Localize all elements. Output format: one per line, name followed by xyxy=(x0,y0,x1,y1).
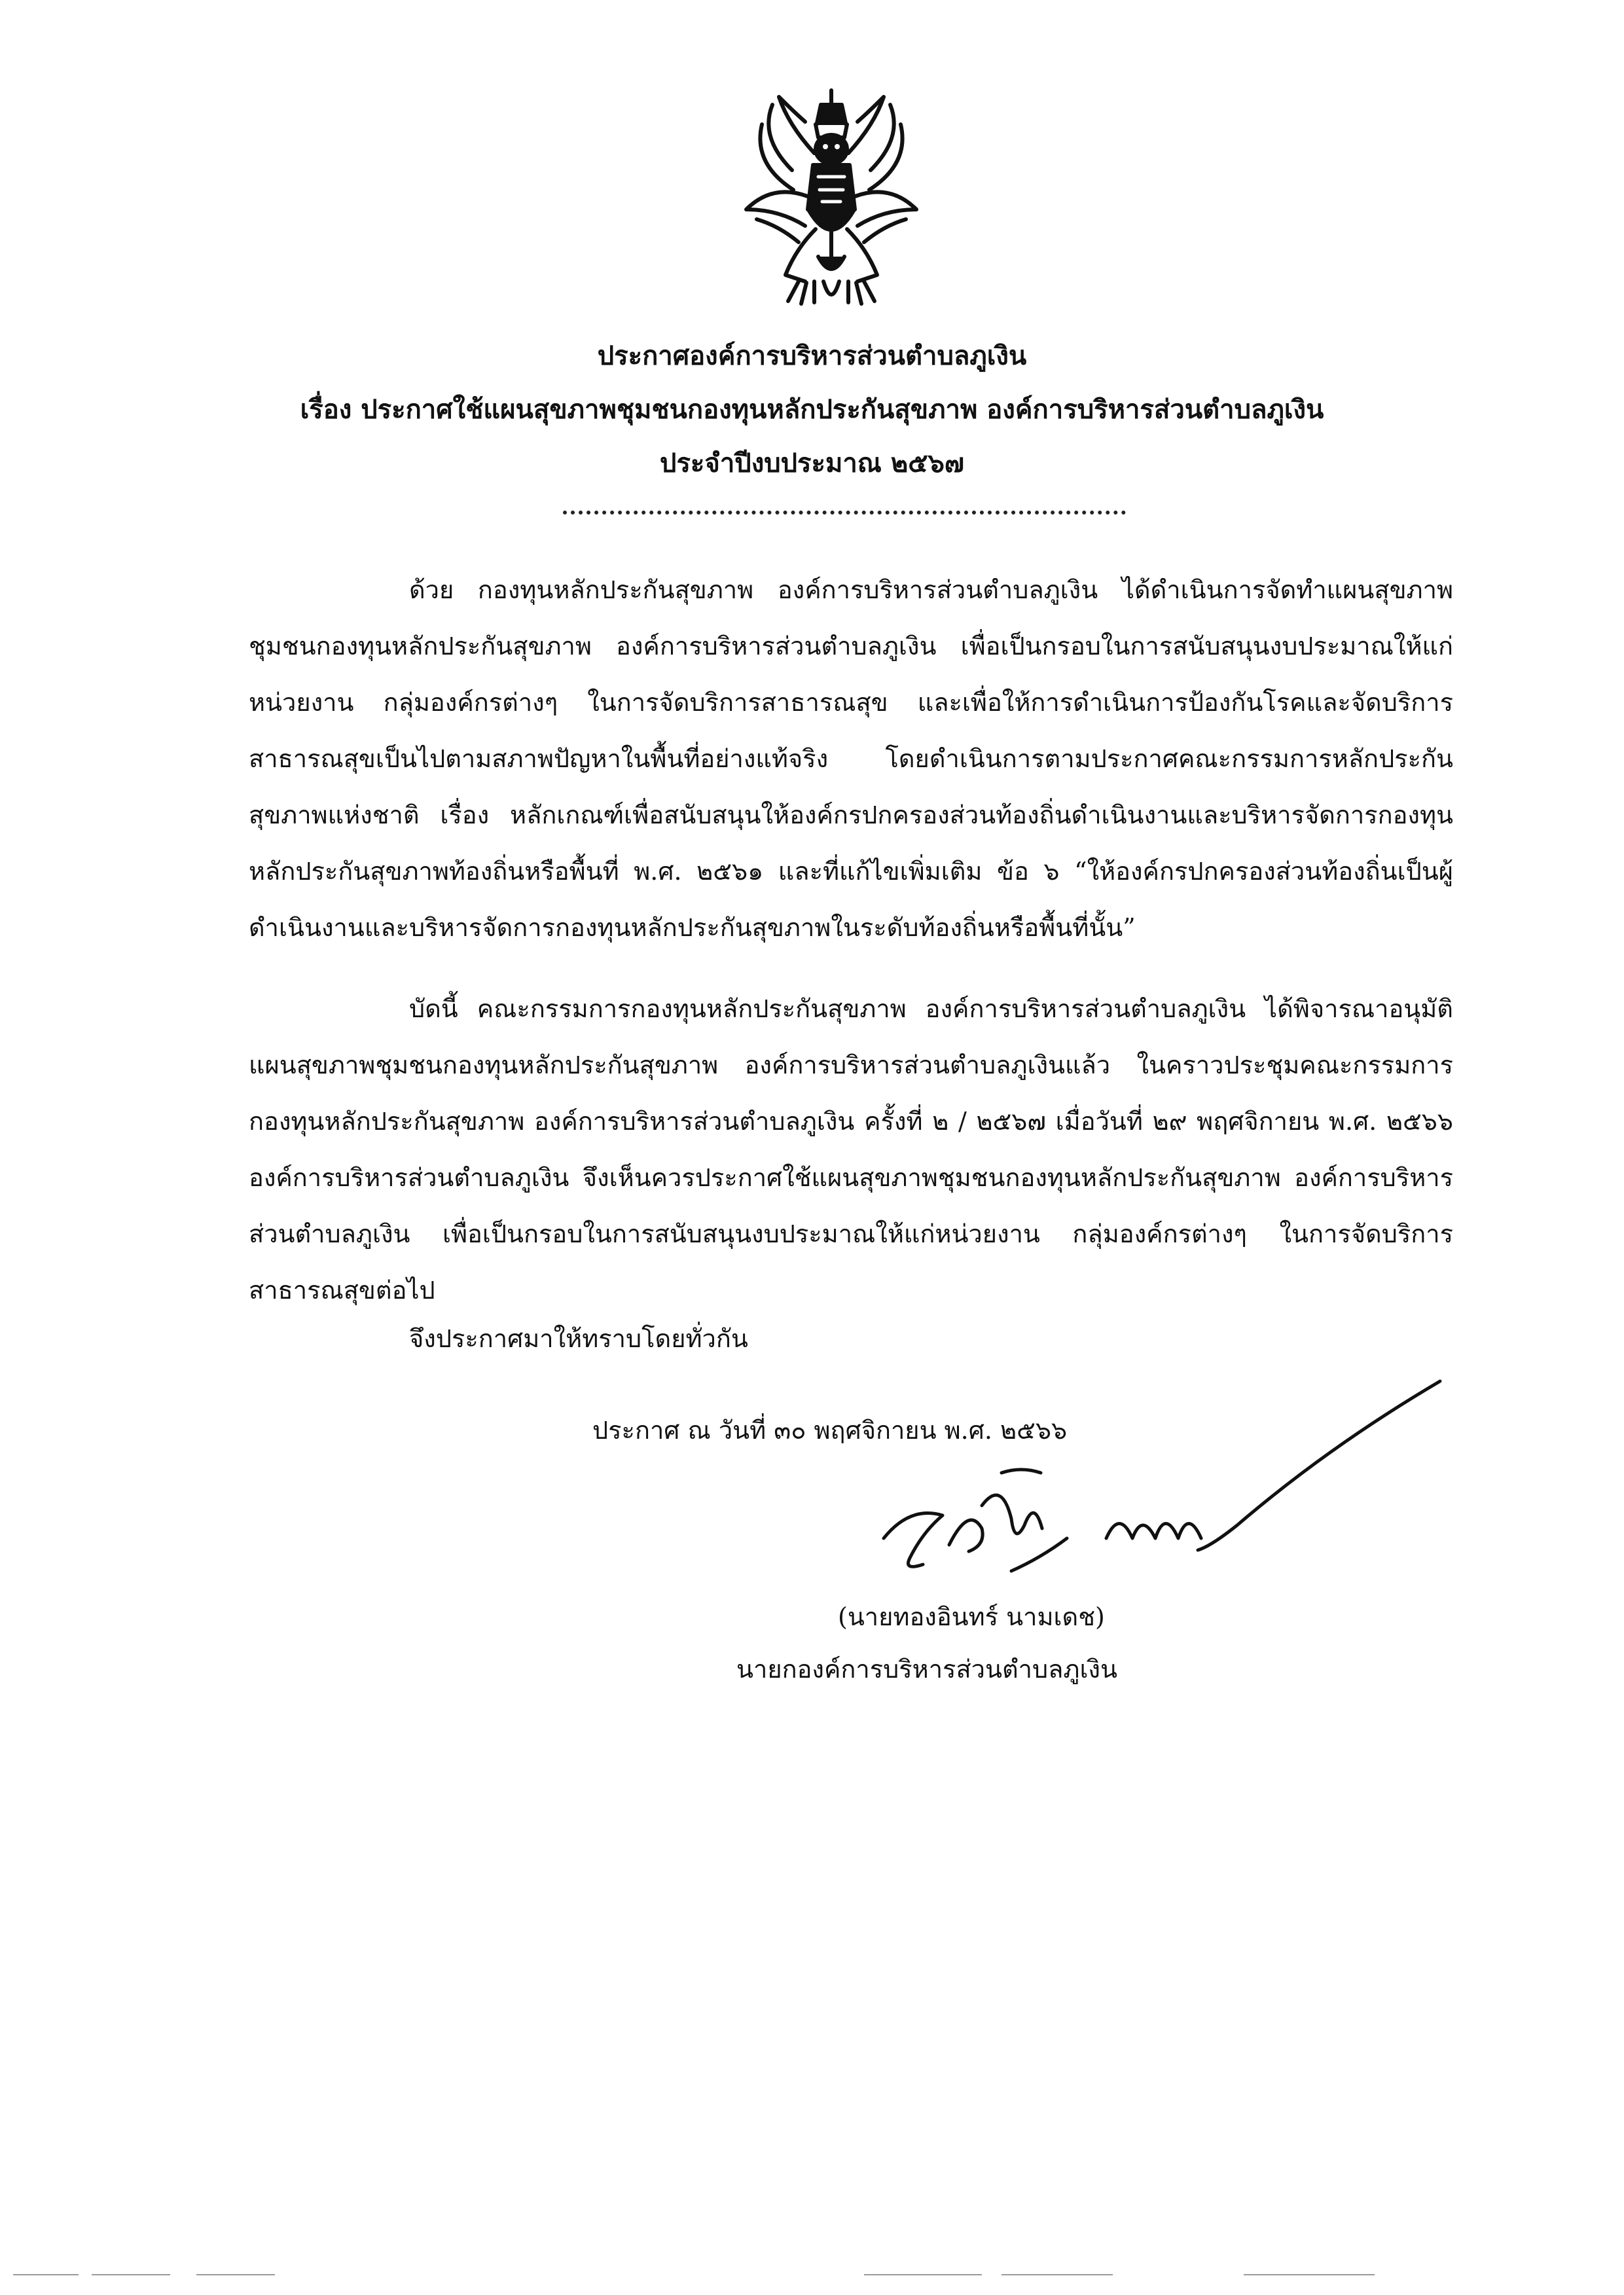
body-paragraph-2: บัดนี้ คณะกรรมการกองทุนหลักประกันสุขภาพ องค์การบริหารส่วนตำบลภูเงิน ได้พิจารณาอนุมัติแผนสุขภาพชุมชนกองทุนหลักประกันสุขภาพ องค์การบริหารส่วนตำบลภูเงินแล้ว ในคราวประชุมคณะกรรมการกองทุนหลักประกันสุขภาพ องค์การบริหารส่วนตำบลภูเงิน ครั้งที่ ๒ / ๒๕๖๗ เมื่อวันที่ ๒๙ พฤศจิกายน พ.ศ. ๒๕๖๖ องค์การบริหารส่วนตำบลภูเงิน จึงเห็นควรประกาศใช้แผนสุขภาพชุมชนกองทุนหลักประกันสุขภาพ องค์การบริหารส่วนตำบลภูเงิน เพื่อเป็นกรอบในการสนับสนุนงบประมาณให้แก่หน่วยงาน กลุ่มองค์กรต่างๆ ในการจัดบริการสาธารณสุขต่อไป xyxy=(249,994,1453,1305)
announcement-title: ประกาศองค์การบริหารส่วนตำบลภูเงิน xyxy=(597,340,1027,371)
body-paragraph-1: ด้วย กองทุนหลักประกันสุขภาพ องค์การบริหารส่วนตำบลภูเงิน ได้ดำเนินการจัดทำแผนสุขภาพชุมชนกองทุนหลักประกันสุขภาพ องค์การบริหารส่วนตำบลภูเงิน เพื่อเป็นกรอบในการสนับสนุนงบประมาณให้แก่หน่วยงาน กลุ่มองค์กรต่างๆ ในการจัดบริการสาธารณสุข และเพื่อให้การดำเนินการป้องกันโรคและจัดบริการสาธารณสุขเป็นไปตามสภาพปัญหาในพื้นที่อย่างแท้จริง โดยดำเนินการตามประกาศคณะกรรมการหลักประกันสุขภาพแห่งชาติ เรื่อง หลักเกณฑ์เพื่อสนับสนุนให้องค์กรปกครองส่วนท้องถิ่นดำเนินงานและบริหารจัดการกองทุนหลักประกันสุขภาพท้องถิ่นหรือพื้นที่ พ.ศ. ๒๕๖๑ และที่แก้ไขเพิ่มเติม ข้อ ๖ “ให้องค์กรปกครองส่วนท้องถิ่นเป็นผู้ดำเนินงานและบริหารจัดการกองทุนหลักประกันสุขภาพในระดับท้องถิ่นหรือพื้นที่นั้น” xyxy=(249,575,1453,942)
closing-statement: จึงประกาศมาให้ทราบโดยทั่วกัน xyxy=(409,1324,748,1353)
handwritten-signature-icon xyxy=(871,1375,1460,1591)
dotted-divider xyxy=(563,511,1126,515)
garuda-emblem-icon xyxy=(733,85,929,321)
announcement-date: ประกาศ ณ วันที่ ๓๐ พฤศจิกายน พ.ศ. ๒๕๖๖ xyxy=(592,1416,1068,1445)
announcement-subject: เรื่อง ประกาศใช้แผนสุขภาพชุมชนกองทุนหลักประกันสุขภาพ องค์การบริหารส่วนตำบลภูเงิน xyxy=(300,394,1324,425)
fiscal-year-line: ประจำปีงบประมาณ ๒๕๖๗ xyxy=(660,448,964,479)
signer-name: (นายทองอินทร์ นามเดช) xyxy=(838,1602,1105,1631)
scan-artifact-strip xyxy=(0,2265,1624,2285)
signer-title: นายกองค์การบริหารส่วนตำบลภูเงิน xyxy=(736,1655,1117,1684)
